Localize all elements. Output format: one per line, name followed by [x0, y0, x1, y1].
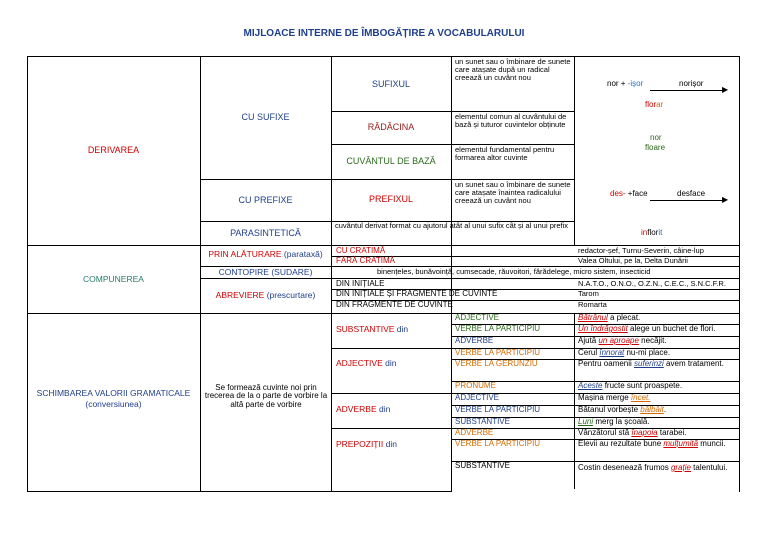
example-des: des-: [610, 189, 626, 198]
adjective-source: [336, 359, 396, 368]
result-substantive-1: SUBSTANTIVE: [455, 417, 510, 426]
adverbe-source-din: din: [376, 404, 391, 414]
conversion-example-4-rest: nu-mi place.: [624, 348, 671, 357]
table-border-top: [27, 56, 740, 57]
prin-alaturare-paren: (parataxă): [283, 249, 323, 259]
substantive-source-din: din: [394, 324, 409, 334]
result-adverbe-1: ADVERBE: [455, 336, 494, 345]
conversion-example-7-word: încet.: [630, 393, 651, 402]
abreviere-label: [200, 291, 331, 300]
conversion-example-2-rest: alege un buchet de flori.: [627, 324, 716, 333]
prepozitii-source-din: din: [383, 439, 397, 449]
conversion-example-8-word: bâlbâit: [640, 405, 664, 414]
example-inflorit: [641, 229, 662, 237]
fragmente-example: Romarta: [578, 300, 607, 309]
result-verbe-gerunziu: VERBE LA GERUNZIU: [455, 359, 538, 368]
conversion-example-5: [578, 360, 738, 368]
conversion-example-5-word: suferinzi: [634, 359, 664, 368]
adjective-source-din: din: [382, 358, 397, 368]
adjective-source-text: ADJECTIVE: [336, 358, 383, 368]
conversion-example-7: [578, 394, 651, 402]
conversion-example-8-pre: Bătanul vorbește: [578, 405, 641, 414]
arrow-line-desface: [650, 200, 724, 201]
result-verbe-participiu-4: VERBE LA PARTICIPIU: [455, 439, 541, 448]
example-floare-base: floare: [645, 143, 666, 152]
prin-alaturare-label: [200, 250, 331, 259]
col-line-4: [574, 56, 575, 246]
example-desface: desface: [677, 189, 706, 198]
conversion-example-12-word: grație: [670, 463, 691, 472]
conversion-example-8-rest: .: [663, 405, 667, 414]
row-line-adjective-bottom: [331, 393, 740, 394]
contopire-example: binențeles, bunăvoință, cumsecade, răuvoitori, fărădelege, micro sistem, insecticid: [377, 267, 651, 276]
conversion-example-11: [578, 440, 738, 448]
initiale-example: N.A.T.O., O.N.O., O.Z.N., C.E.C., S.N.C.F.R.: [578, 279, 726, 288]
adverbe-source: [336, 405, 390, 414]
table-border-left: [27, 56, 28, 492]
example-isor: -ișor: [627, 79, 644, 88]
conversion-example-10-pre: Vânzătorul stă: [578, 428, 632, 437]
conversion-example-12: [578, 464, 738, 472]
conversion-example-9-word: Luni: [578, 417, 594, 426]
table-border-bottom: [27, 491, 451, 492]
conversion-example-1-word: Bătrânul: [578, 313, 608, 322]
conversion-example-5-pre: Pentru oamenii: [578, 359, 635, 368]
abreviere-paren: (prescurtare): [266, 290, 316, 300]
conversion-example-11-rest: muncii.: [698, 439, 726, 448]
conversion-example-12-rest: talentului.: [690, 463, 728, 472]
conversion-example-9: [578, 418, 650, 426]
example-nor-isor: [607, 80, 643, 88]
cuvantul-de-baza-label: CUVÂNTUL DE BAZĂ: [346, 156, 436, 166]
conversion-example-9-rest: merg la școală.: [593, 417, 650, 426]
result-verbe-participiu-3: VERBE LA PARTICIPIU: [455, 405, 541, 414]
example-inflorit-root: flor: [647, 228, 659, 237]
table-border-right: [739, 56, 740, 492]
example-nor: nor +: [607, 79, 628, 88]
initiale-fragmente-example: Tarom: [578, 289, 599, 298]
parasintetica-definition: cuvântul derivat format cu ajutorul atât al unui sufix cât și al unui prefix: [335, 221, 569, 230]
cuvantul-de-baza-definition: elementul fundamental pentru formarea altor cuvinte: [455, 145, 555, 162]
conversion-example-7-pre: Mașina merge: [578, 393, 631, 402]
col-line-2: [331, 56, 332, 492]
prepozitii-source: [336, 440, 397, 449]
derivarea-label: DERIVAREA: [87, 145, 140, 155]
schimbarea-label: SCHIMBAREA VALORII GRAMATICALE: [36, 388, 191, 398]
result-verbe-participiu-2: VERBE LA PARTICIPIU: [455, 348, 541, 357]
col-line-5: [574, 313, 575, 489]
prefixul-definition: un sunet sau o îmbinare de sunete care atașate înaintea radicalului creează un cuvânt nou: [455, 180, 571, 205]
result-pronume: PRONUME: [455, 381, 496, 390]
conversion-example-10: [578, 429, 687, 437]
din-initiale-fragmente-label: DIN INIȚIALE ȘI FRAGMENTE DE CUVINTE: [336, 289, 498, 298]
conversion-example-10-word: înapoia: [631, 428, 658, 437]
abreviere-text: ABREVIERE: [215, 290, 265, 300]
page-title: MIJLOACE INTERNE DE ÎMBOGĂȚIRE A VOCABULARULUI: [243, 28, 525, 39]
cu-cratima-label: CU CRATIMĂ: [336, 246, 386, 255]
conversion-example-2: [578, 325, 715, 333]
conversion-example-4-pre: Cerul: [578, 348, 600, 357]
example-florar-suffix: ar: [656, 100, 664, 109]
arrow-line-norisor: [650, 90, 724, 91]
radacina-label: RĂDĂCINA: [367, 122, 415, 132]
conversion-example-1-rest: a plecat.: [607, 313, 641, 322]
prefixul-label: PREFIXUL: [368, 194, 413, 204]
result-adjective-2: ADJECTIVE: [455, 393, 500, 402]
arrow-head-norisor: ▶: [722, 85, 729, 94]
arrow-head-desface: ▶: [722, 195, 729, 204]
example-inflorit-suffix: it: [658, 228, 663, 237]
example-florar: [645, 101, 663, 109]
cu-prefixe-label: CU PREFIXE: [238, 195, 293, 205]
din-fragmente-label: DIN FRAGMENTE DE CUVINTE: [336, 300, 453, 309]
conversion-example-6: [578, 382, 682, 390]
prin-alaturare-text: PRIN ALĂTURARE: [208, 249, 282, 259]
result-verbe-participiu-1: VERBE LA PARTICIPIU: [455, 324, 541, 333]
conversion-example-3-word: un aproape: [598, 336, 639, 345]
conversion-example-4-word: înnorat: [599, 348, 625, 357]
conversion-example-6-rest: fructe sunt proaspete.: [602, 381, 683, 390]
conversiunea-label: (conversiunea): [85, 399, 142, 409]
conversion-example-1: [578, 314, 640, 322]
conversion-example-12-pre: Costin desenează frumos: [578, 463, 671, 472]
conversion-example-11-word: mulțumită: [663, 439, 699, 448]
compunerea-label: COMPUNEREA: [83, 274, 144, 284]
sufixul-definition: un sunet sau o îmbinare de sunete care atașate după un radical creează un cuvânt nou: [455, 57, 571, 82]
conversion-example-3-rest: necăjit.: [638, 336, 667, 345]
example-florar-root: flor: [645, 100, 657, 109]
fara-cratima-label: FĂRĂ CRATIMĂ: [336, 256, 395, 265]
example-face: +face: [625, 189, 648, 198]
conversion-example-3-pre: Ajută: [578, 336, 599, 345]
conversion-example-10-rest: tarabei.: [657, 428, 687, 437]
din-initiale-label: DIN INIȚIALE: [336, 279, 385, 288]
sufixul-label: SUFIXUL: [371, 79, 410, 89]
conversion-example-2-word: Un îndrăgostit: [578, 324, 628, 333]
fara-cratima-example: Valea Oltului, pe la, Delta Dunării: [578, 256, 688, 265]
result-adjective-1: ADJECTIVE: [455, 313, 500, 322]
cu-cratima-example: redactor-șef, Turnu-Severin, câine-lup: [578, 246, 704, 255]
prepozitii-source-text: PREPOZIȚII: [336, 439, 384, 449]
parasintetica-label: PARASINTETICĂ: [230, 228, 301, 238]
conversion-example-3: [578, 337, 667, 345]
cu-sufixe-label: CU SUFIXE: [241, 112, 290, 122]
conversion-example-11-pre: Elevii au rezultate bune: [578, 439, 664, 448]
example-norisor: norișor: [679, 79, 704, 88]
contopire-label: CONTOPIRE (SUDARE): [218, 267, 313, 277]
example-inflorit-prefix: in: [641, 228, 648, 237]
conversion-example-4: [578, 349, 670, 357]
example-des-face: [610, 190, 648, 198]
example-nor-base: nor: [650, 133, 662, 142]
conversion-example-6-word: Aceste: [578, 381, 603, 390]
adverbe-source-text: ADVERBE: [336, 404, 377, 414]
result-adverbe-2: ADVERBE: [455, 428, 494, 437]
substantive-source-text: SUBSTANTIVE: [336, 324, 395, 334]
result-substantive-2: SUBSTANTIVE: [455, 461, 510, 470]
conversion-example-5-rest: avem tratament.: [663, 359, 724, 368]
substantive-source: [336, 325, 408, 334]
conversion-example-8: [578, 406, 666, 414]
schimbarea-description: Se formează cuvinte noi prin trecerea de la o parte de vorbire la altă parte de vorbire: [204, 383, 328, 409]
radacina-definition: elementul comun al cuvântului de bază și tuturor cuvintelor obținute: [455, 112, 567, 129]
